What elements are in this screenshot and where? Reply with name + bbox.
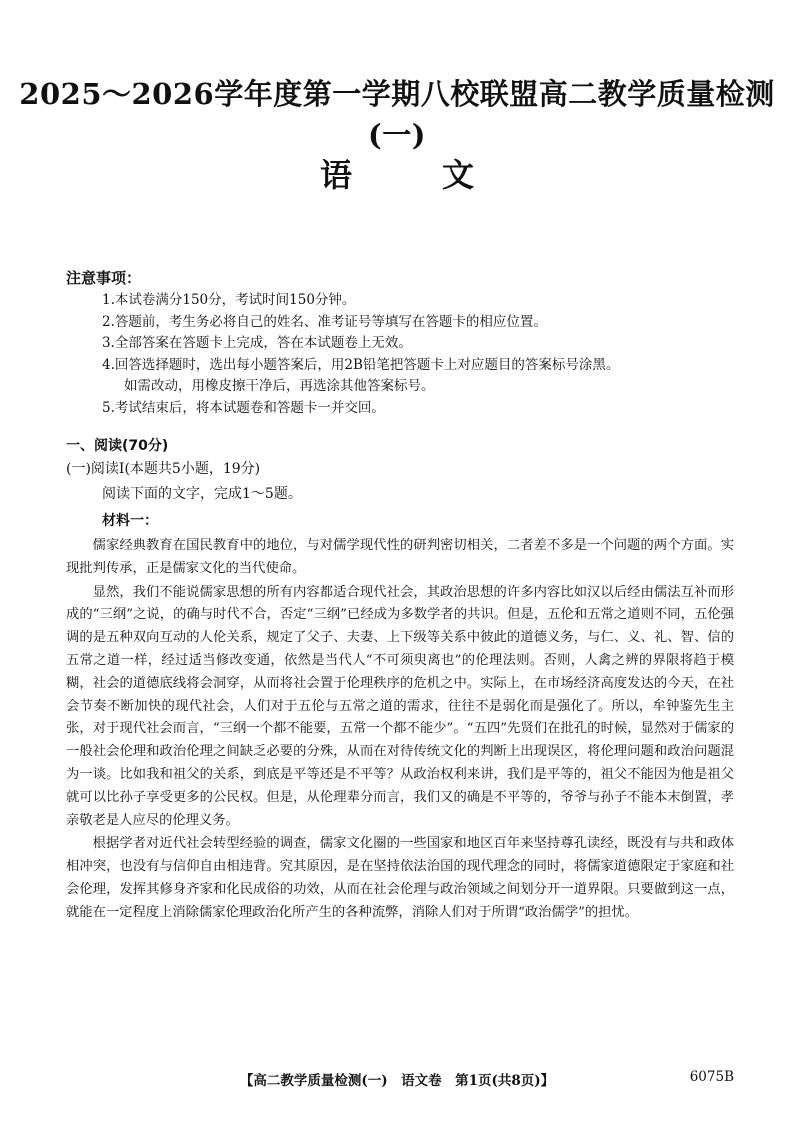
notice-item: 4.回答选择题时，选出每小题答案后，用2B铅笔把答题卡上对应题目的答案标号涂黑。 xyxy=(102,356,620,373)
subsection-heading: (一)阅读Ⅰ(本题共5小题，19分) xyxy=(66,461,261,477)
notice-item: 5.考试结束后，将本试题卷和答题卡一并交回。 xyxy=(102,399,385,416)
exam-title: 2025～2026学年度第一学期八校联盟高二教学质量检测(一) xyxy=(19,77,775,152)
notice-item-continuation: 如需改动，用橡皮擦干净后，再选涂其他答案标号。 xyxy=(124,378,435,394)
paragraph: 根据学者对近代社会转型经验的调查，儒家文化圈的一些国家和地区百年来坚持尊孔读经，既没有与共和政体相冲突，也没有与信仰自由相违背。究其原因，是在坚持依法治国的现代理念的同时，将儒家道德限定于家庭和社会伦理，发挥其修身齐家和化民成俗的功效，从而在社会伦理与政治领域之间划分开一道界限。只要做到这一点，就能在一定程度上消除儒家伦理政治化所产生的各种流弊，消除人们对于所谓“政治儒学”的担忧。 xyxy=(66,836,734,920)
notice-item: 3.全部答案在答题卡上完成，答在本试题卷上无效。 xyxy=(102,335,412,351)
footer-page-info: 【高二教学质量检测(一) 语文卷 第1页(共8页)】 xyxy=(239,1073,555,1089)
footer-code: 6075B xyxy=(689,1069,734,1085)
material-label: 材料一： xyxy=(102,513,158,529)
notice-item: 2.答题前，考生务必将自己的姓名、准考证号等填写在答题卡的相应位置。 xyxy=(102,313,547,330)
paragraph: 显然，我们不能说儒家思想的所有内容都适合现代社会，其政治思想的许多内容比如汉以后经由儒法互补而形成的“三纲”之说，的确与时代不合，否定“三纲”已经成为多数学者的共识。但是，五伦和五常之道则不同，五伦强调的是五种双向互动的人伦关系，规定了父子、夫妻、上下级等关系中彼此的道德义务，与仁、义、礼、智、信的五常之道一样，经过适当修改变通，依然是当代人“不可须臾离也”的伦理法则。否则，人禽之辨的界限将趋于模糊，社会的道德底线将会洞穿，从而将社会置于伦理秩序的危机之中。实际上，在市场经济高度发达的今天，在社会节奏不断加快的现代社会，人们对于五伦与五常之道的需求，往往不是弱化而是强化了。所以，牟钟鉴先生主张，对于现代社会而言，“三纲一个都不能要，五常一个都不能少”。“五四”先贤们在批孔的时候，显然对于儒家的一般社会伦理和政治伦理之间缺乏必要的分殊，从而在对待传统文化的判断上出现误区，将伦理问题和政治问题混为一谈。比如我和祖父的关系，到底是平等还是不平等？从政治权利来讲，我们是平等的，祖父不能因为他是祖父就可以比孙子享受更多的公民权。但是，从伦理辈分而言，我们又的确是不平等的，爷爷与孙子不能本末倒置，孝亲敬老是人应尽的伦理义务。 xyxy=(66,584,734,828)
notice-heading: 注意事项： xyxy=(66,269,142,287)
paragraph: 儒家经典教育在国民教育中的地位，与对儒学现代性的研判密切相关，二者差不多是一个问题的两个方面。实现批判传承，正是儒家文化的当代使命。 xyxy=(66,538,734,576)
material-text xyxy=(66,535,734,926)
notice-list xyxy=(102,290,742,419)
subject-title: 语文 xyxy=(319,156,564,194)
reading-instruction: 阅读下面的文字，完成1～5题。 xyxy=(102,486,302,502)
notice-item: 1.本试卷满分150分，考试时间150分钟。 xyxy=(102,292,356,308)
section-heading: 一、阅读(70分) xyxy=(66,438,169,454)
